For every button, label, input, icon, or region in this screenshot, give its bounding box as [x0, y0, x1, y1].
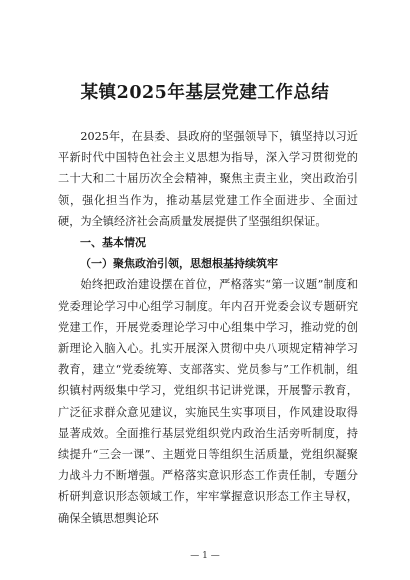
document-body — [58, 126, 358, 529]
section-heading-basic-situation: 一、基本情况 — [80, 236, 146, 250]
subsection-heading-political-guidance: （一）聚焦政治引领，思想根基持续筑牢 — [80, 257, 278, 271]
subsection-body-paragraph: 始终把政治建设摆在首位，严格落实“第一议题”制度和党委理论学习中心组学习制度。年内召开党委会议专题研究党建工作，开展党委理论学习中心组集中学习，推动党的创新理论入脑入心。扎实开展深入贯彻中央八项规定精神学习教育，建立“党委统筹、支部落实、党员参与”工作机制，组织镇村两级集中学习，党组织书记讲党课，开展警示教育，广泛征求群众意见建议，实施民生实事项目，作风建设取得显著成效。全面推行基层党组织党内政治生活旁听制度，持续提升“三会一课”、主题党日等组织生活质量，党组织凝聚力战斗力不断增强。严格落实意识形态工作责任制，专题分析研判意识形态领域工作，牢牢掌握意识形态工作主导权，确保全镇思想舆论环 — [58, 278, 358, 525]
page-number: — 1 — — [190, 551, 220, 561]
document-title: 某镇2025年基层党建工作总结 — [80, 83, 330, 103]
intro-paragraph: 2025年，在县委、县政府的坚强领导下，镇坚持以习近平新时代中国特色社会主义思想为指导，深入学习贯彻党的二十大和二十届历次全会精神，聚焦主责主业，突出政治引领，强化担当作为，推动基层党建工作全面进步、全面过硬，为全镇经济社会高质量发展提供了坚强组织保证。 — [58, 130, 358, 228]
